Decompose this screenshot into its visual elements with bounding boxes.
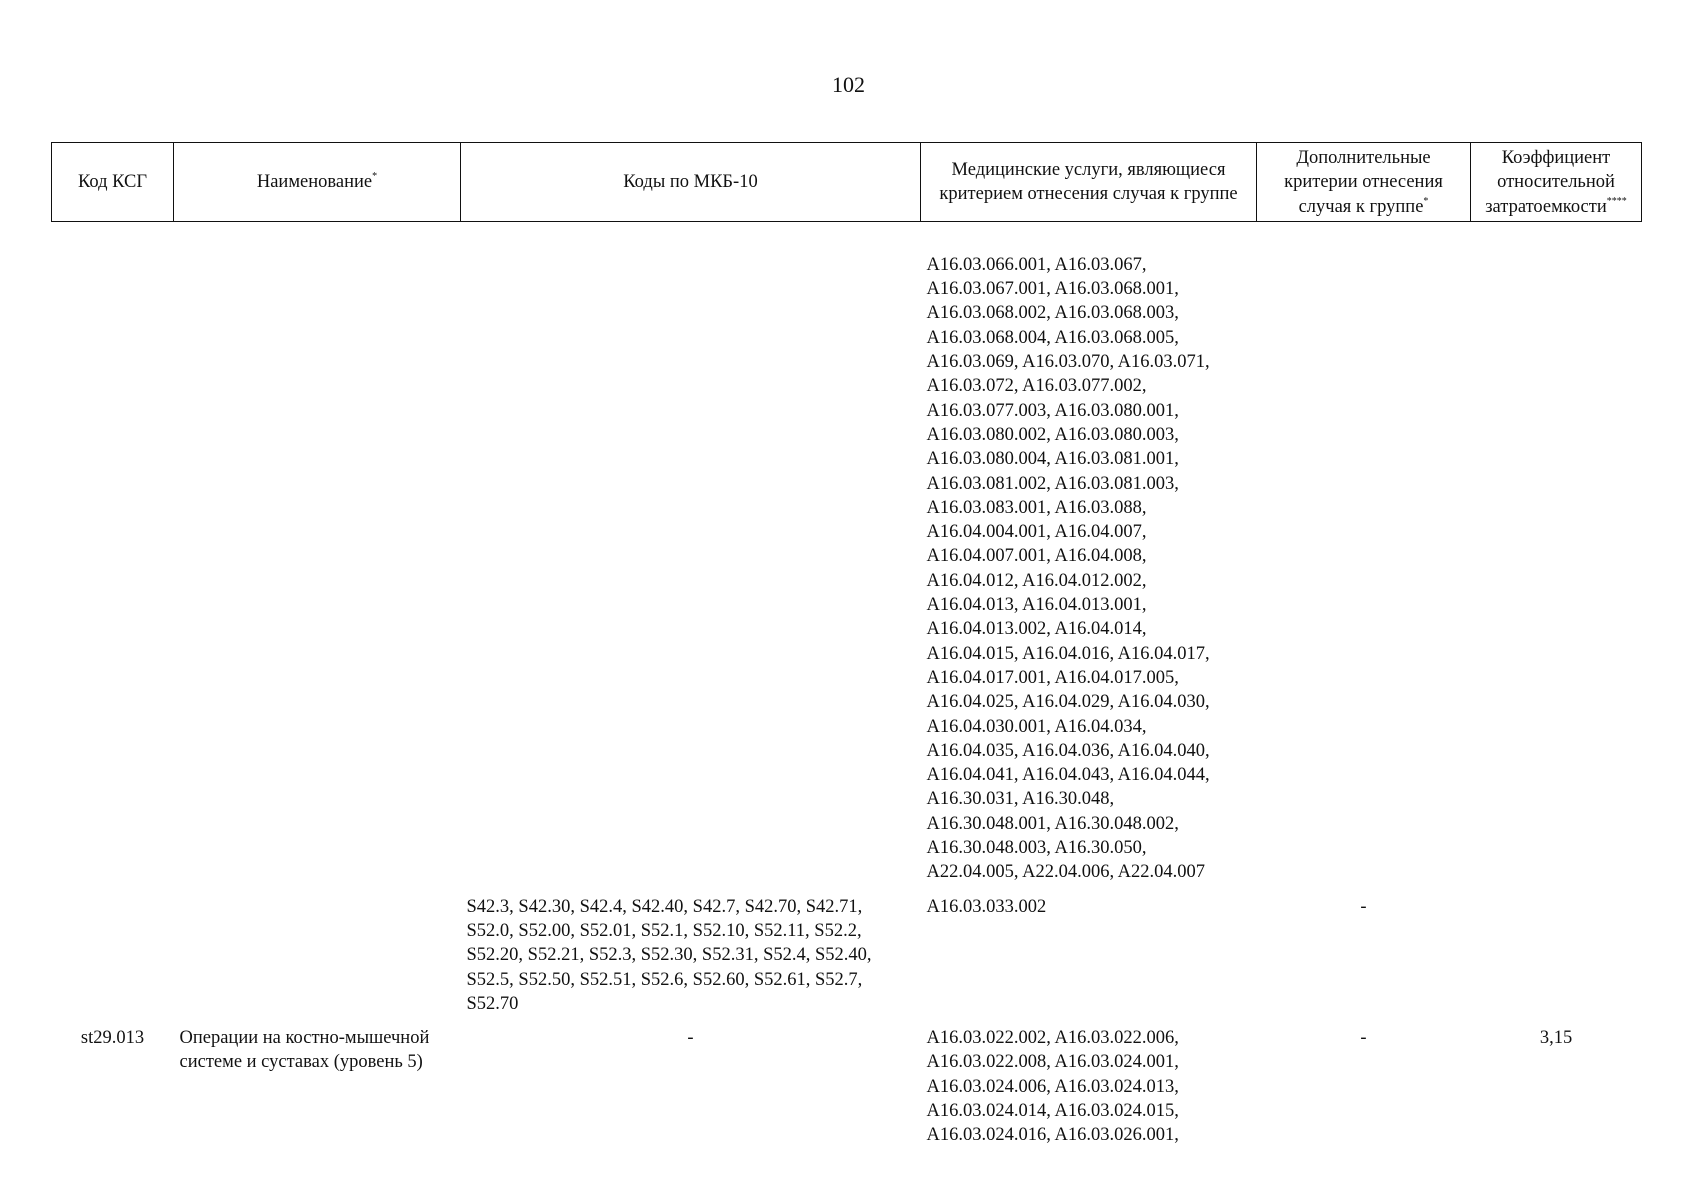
cell-services: A16.03.033.002 — [926, 896, 1047, 917]
header-coefficient: Коэффициент относительной затратоемкости**** — [1471, 143, 1642, 222]
table-header — [52, 143, 1642, 222]
cell-coefficient: 3,15 — [1539, 1028, 1573, 1049]
cell-mkb: S42.3, S42.30, S42.4, S42.40, S42.7, S42.70, S42.71, S52.0, S52.00, S52.01, S52.1, S52.10, S52.11, S52.2, S52.20, S52.21, S52.3, S52.30, S52.31, S52.4, S52.40, S52.5, S52.50, S52.51, S52.6, S52.60, S52.61, S52.7, S52.70 — [466, 896, 872, 1014]
cell-code — [52, 895, 174, 1026]
table-row — [52, 1026, 1642, 1147]
table-row — [52, 895, 1642, 1026]
cell-name: Операции на костно-мышечной системе и суставах (уровень 5) — [179, 1028, 430, 1073]
table-body — [52, 221, 1642, 1147]
cell-mkb: - — [687, 1028, 694, 1049]
cell-services: A16.03.066.001, A16.03.067, A16.03.067.001, A16.03.068.001, A16.03.068.002, A16.03.068.003, A16.03.068.004, A16.03.068.005, A16.03.069, A16.03.070, A16.03.071, A16.03.072, A16.03.077.002, A16.03.077.003, A16.03.080.001, A16.03.080.002, A16.03.080.003, A16.03.080.004, A16.03.081.001, A16.03.081.002, A16.03.081.003, A16.03.083.001, A16.03.088, A16.04.004.001, A16.04.007, A16.04.007.001, A16.04.008, A16.04.012, A16.04.012.002, A16.04.013, A16.04.013.001, A16.04.013.002, A16.04.014, A16.04.015, A16.04.016, A16.04.017, A16.04.017.001, A16.04.017.005, A16.04.025, A16.04.029, A16.04.030, A16.04.030.001, A16.04.034, A16.04.035, A16.04.036, A16.04.040, A16.04.041, A16.04.043, A16.04.044, A16.30.031, A16.30.048, A16.30.048.001, A16.30.048.002, A16.30.048.003, A16.30.050, A22.04.005, A22.04.006, A22.04.007 — [926, 254, 1210, 883]
cell-code — [52, 253, 174, 895]
ksg-table — [51, 142, 1642, 1148]
header-spacer — [52, 221, 1642, 253]
header-name: Наименование* — [174, 143, 461, 222]
cell-mkb — [461, 253, 921, 895]
header-mkb: Коды по МКБ-10 — [461, 143, 921, 222]
cell-name — [174, 253, 461, 895]
footnote-mark: **** — [1606, 195, 1627, 207]
cell-additional: - — [1360, 1028, 1367, 1049]
cell-name — [174, 895, 461, 1026]
header-services: Медицинские услуги, являющиеся критерием отнесения случая к группе — [921, 143, 1257, 222]
cell-services: A16.03.022.002, A16.03.022.006, A16.03.022.008, A16.03.024.001, A16.03.024.006, A16.03.024.013, A16.03.024.014, A16.03.024.015, A16.03.024.016, A16.03.026.001, — [926, 1028, 1179, 1146]
header-additional: Дополнительные критерии отнесения случая к группе* — [1257, 143, 1471, 222]
page-number: 102 — [832, 72, 865, 97]
cell-coefficient — [1471, 895, 1642, 1026]
cell-code: st29.013 — [80, 1028, 145, 1049]
table-row — [52, 253, 1642, 895]
footnote-mark: * — [1423, 195, 1429, 207]
cell-additional — [1257, 253, 1471, 895]
cell-additional: - — [1360, 896, 1367, 917]
header-code: Код КСГ — [52, 143, 174, 222]
cell-coefficient — [1471, 253, 1642, 895]
footnote-mark: * — [372, 171, 378, 183]
